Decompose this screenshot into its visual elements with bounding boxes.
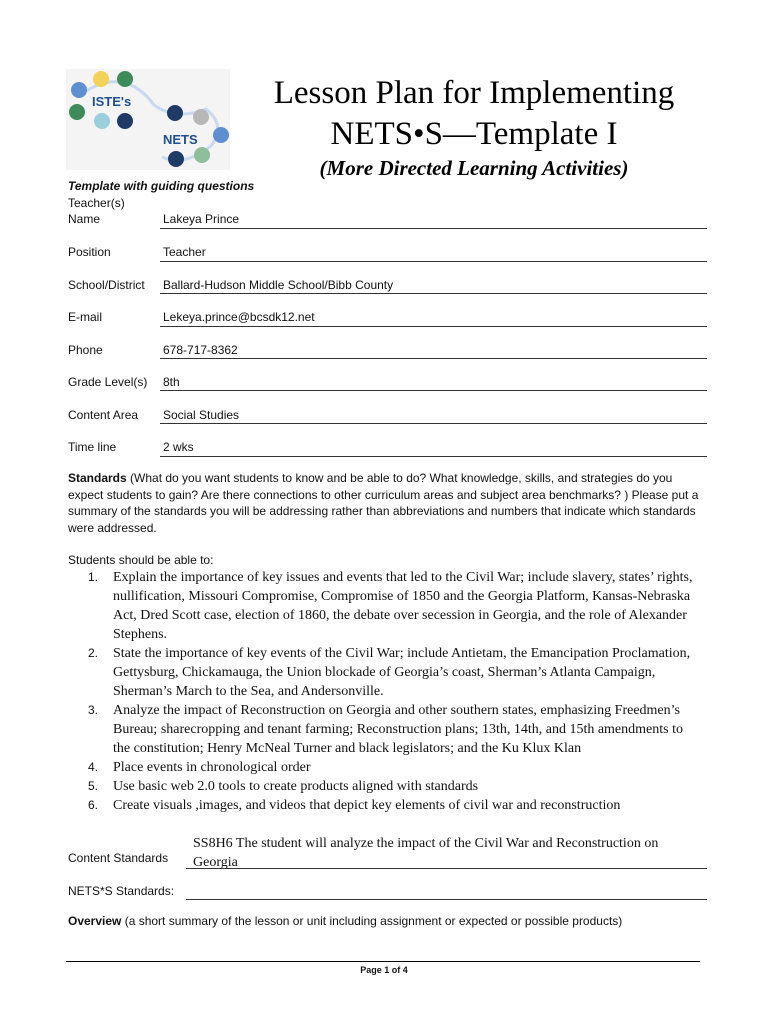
list-item: [68, 796, 698, 815]
list-item-number: 4.: [88, 760, 99, 774]
list-item-number: 6.: [88, 798, 99, 812]
overview-text: (a short summary of the lesson or unit including assignment or expected or possible products): [121, 914, 623, 928]
name-value: Lakeya Prince: [163, 212, 240, 226]
page-title-line2: NETS•S—Template I: [330, 116, 618, 152]
logo-iste-text: ISTE's: [92, 94, 132, 109]
standards-text: (What do you want students to know and be able to do? What knowledge, skills, and strategies do you expect students to gain? Are there connections to other curriculum areas and subject area benchmarks? ) Please put a summary of the standards you will be addressing rather than abbreviations and numbers that indicate which standards were addressed.: [68, 471, 699, 535]
guide-label: Template with guiding questions: [68, 179, 255, 193]
phone-line: [160, 358, 707, 359]
email-line: [160, 326, 707, 327]
list-item: [68, 777, 698, 796]
list-item-number: 1.: [88, 570, 99, 584]
list-item-number: 5.: [88, 779, 99, 793]
iste-nets-logo: [66, 69, 230, 170]
content-area-value: Social Studies: [163, 408, 240, 422]
time-line-label: Time line: [68, 440, 117, 454]
grade-level-label: Grade Level(s): [68, 375, 148, 389]
teacher-label: Teacher(s): [68, 196, 125, 210]
grade-level-value: 8th: [163, 375, 180, 389]
grade-level-line: [160, 390, 707, 391]
position-label: Position: [68, 245, 111, 259]
phone-value: 678-717-8362: [163, 343, 238, 357]
list-item-text: Analyze the impact of Reconstruction on Georgia and other southern states, emphasizing Freedmen’s Bureau; sharecropping and tenant farming; Reconstruction plans; 13th, 14th, and 15th amendments to the constitution; Henry McNeal Turner and black legislators; and the Ku Klux Klan: [113, 703, 683, 756]
list-item-text: Use basic web 2.0 tools to create products aligned with standards: [113, 779, 479, 794]
email-value: Lekeya.prince@bcsdk12.net: [163, 310, 315, 324]
overview-paragraph: [68, 914, 708, 928]
page-title-line1: Lesson Plan for Implementing: [273, 75, 675, 111]
school-district-value: Ballard-Hudson Middle School/Bibb County: [163, 278, 394, 292]
logo-nets-text: NETS: [163, 132, 198, 147]
time-line-line: [160, 456, 707, 457]
nets-standards-label: NETS*S Standards:: [68, 884, 175, 898]
time-line-value: 2 wks: [163, 440, 194, 454]
overview-heading: Overview: [68, 914, 122, 928]
list-item-text: State the importance of key events of the Civil War; include Antietam, the Emancipation Proclamation, Gettysburg, Chickamauga, the Union blockade of Georgia’s coast, Sherman’s Atlanta Campaign, Sherman’s March to the Sea, and Andersonville.: [113, 646, 691, 699]
nets-standards-line: [186, 899, 707, 900]
list-item: [68, 758, 698, 777]
list-item-number: 2.: [88, 646, 99, 660]
list-item-text: Create visuals ,images, and videos that depict key elements of civil war and reconstruction: [113, 798, 621, 813]
school-district-line: [160, 293, 707, 294]
standards-paragraph: [68, 470, 708, 536]
list-item-text: Explain the importance of key issues and events that led to the Civil War; include slavery, states’ rights, nullification, Missouri Compromise, Compromise of 1850 and the Georgia Platform, Kansas-Nebraska Act, Dred Scott case, election of 1860, the debate over secession in Georgia, and the role of Alexander Stephens.: [113, 570, 693, 642]
content-standards-line: [186, 868, 707, 869]
content-area-line: [160, 423, 707, 424]
position-line: [160, 261, 707, 262]
objectives-list: [68, 568, 698, 815]
list-item: [68, 568, 698, 644]
content-standards-label: Content Standards: [68, 851, 169, 865]
position-value: Teacher: [163, 245, 206, 259]
phone-label: Phone: [68, 343, 103, 357]
name-line: [160, 228, 707, 229]
standards-heading: Standards: [68, 471, 127, 485]
content-area-label: Content Area: [68, 408, 139, 422]
list-item: [68, 701, 698, 758]
students-intro: Students should be able to:: [68, 553, 214, 567]
page-number: Page 1 of 4: [360, 965, 408, 975]
name-label: Name: [68, 212, 101, 226]
list-item: [68, 644, 698, 701]
iste-nets-logo-graphic: [66, 69, 230, 170]
list-item-number: 3.: [88, 703, 99, 717]
content-standards-value: SS8H6 The student will analyze the impact of the Civil War and Reconstruction on Georgia: [193, 836, 659, 869]
school-district-label: School/District: [68, 278, 145, 292]
footer-divider: [66, 961, 700, 962]
email-label: E-mail: [68, 310, 103, 324]
list-item-text: Place events in chronological order: [113, 760, 311, 775]
page-subtitle: (More Directed Learning Activities): [319, 156, 629, 180]
